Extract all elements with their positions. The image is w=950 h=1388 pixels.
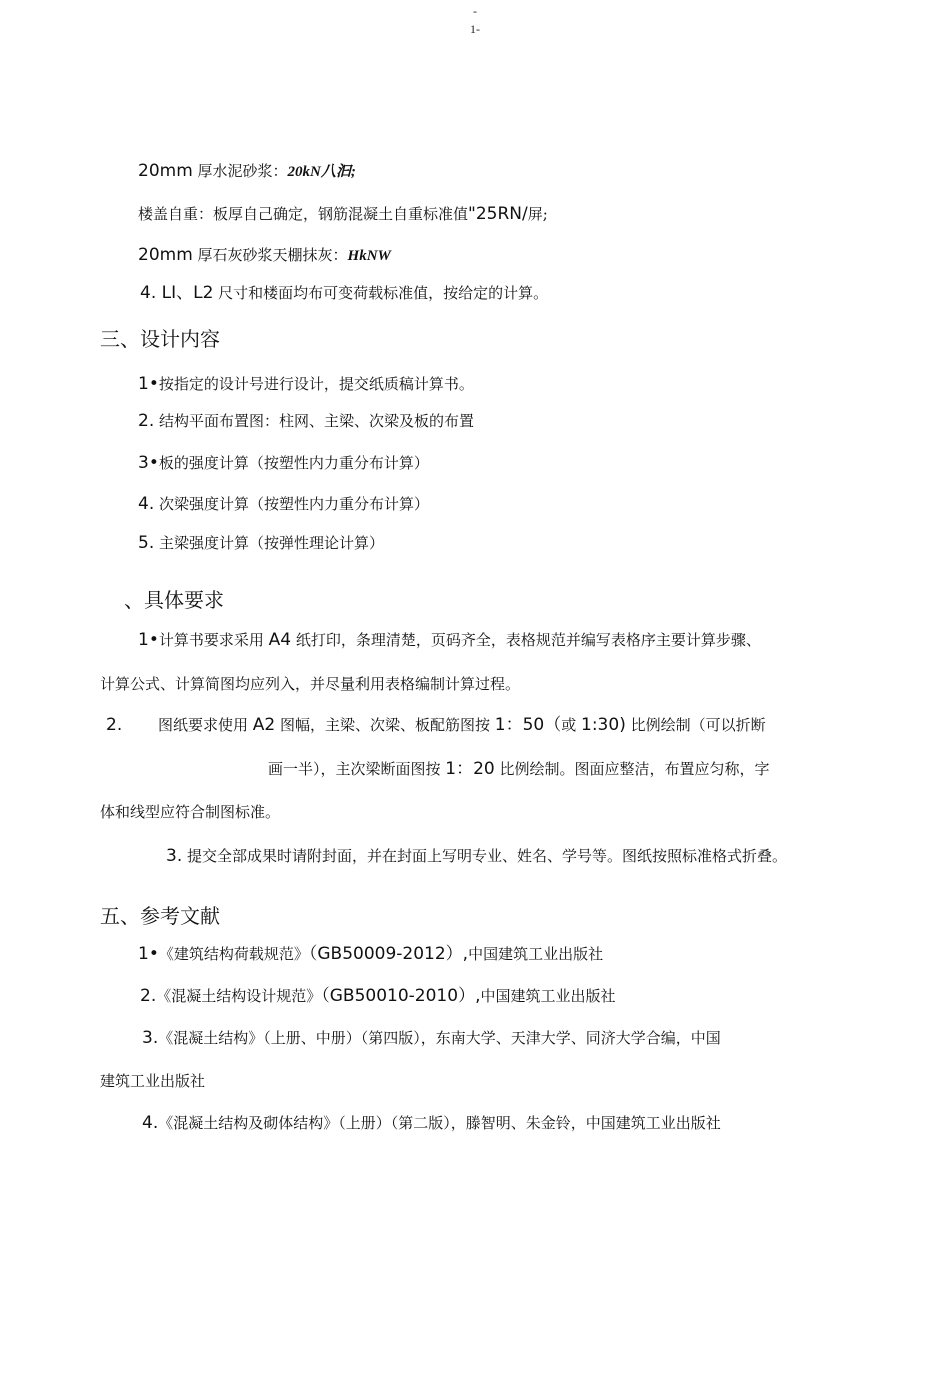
- reference-title: 《建筑结构荷载规范》: [158, 945, 309, 963]
- text: 图幅，主梁、次梁、板配筋图按: [275, 716, 495, 734]
- text: 图纸要求使用: [158, 716, 253, 734]
- requirement-2-line-1: [158, 714, 766, 736]
- item-number: 1•: [138, 944, 159, 964]
- paper-size: A4: [268, 630, 292, 650]
- text: 比例绘制。图面应整洁，布置应匀称，字: [494, 760, 770, 778]
- section-3-item-3: [138, 452, 429, 474]
- load-line-4-text: 尺寸和楼面均布可变荷载标准值，按给定的计算。: [213, 284, 549, 302]
- load-line-1-text: 厚水泥砂浆：: [192, 162, 288, 180]
- reference-publisher: 中国建筑工业出版社: [480, 987, 616, 1005]
- requirement-2-line-2: [268, 758, 770, 780]
- section-3-heading: 三、设计内容: [100, 327, 220, 351]
- reference-3-line-2: 建筑工业出版社: [100, 1072, 206, 1090]
- reference-3-line-1: [142, 1027, 721, 1049]
- load-line-2-tail: 屏;: [527, 205, 548, 223]
- text: 纸打印，条理清楚，页码齐全，表格规范并编写表格序主要计算步骤、: [291, 631, 761, 649]
- item-number: 3.: [166, 846, 183, 866]
- text: 提交全部成果时请附封面，并在封面上写明专业、姓名、学号等。图纸按照标准格式折叠。: [182, 847, 788, 865]
- load-line-3-lat: 20mm: [138, 245, 193, 265]
- page-number: 1-: [470, 22, 480, 36]
- load-line-1-value: 20kN八汩;: [287, 164, 356, 180]
- load-line-2-lat: "25RN/: [468, 204, 528, 224]
- load-line-4: [140, 282, 548, 304]
- load-line-2: [138, 203, 548, 225]
- reference-1: [138, 943, 603, 965]
- text: 或: [561, 716, 582, 734]
- reference-4: [142, 1112, 721, 1134]
- section-5-heading: 五、参考文献: [100, 904, 220, 928]
- item-number: 3.: [142, 1028, 159, 1048]
- header-dash: -: [473, 4, 477, 18]
- item-text: 按指定的设计号进行设计，提交纸质稿计算书。: [158, 375, 474, 393]
- text: 计算书要求采用: [158, 631, 269, 649]
- section-3-item-4: [138, 493, 429, 515]
- item-text: 结构平面布置图：柱网、主梁、次梁及板的布置: [154, 412, 475, 430]
- section-3-item-1: [138, 373, 474, 395]
- reference-title: 《混凝土结构设计规范》: [156, 987, 322, 1005]
- section-scale: 1：20: [445, 759, 495, 779]
- load-line-2-text: 楼盖自重：板厚自己确定，钢筋混凝土自重标准值: [138, 205, 469, 223]
- reference-title: 《混凝土结构及砌体结构》（上册）（第二版），滕智明、朱金铃，中国建筑工业出版社: [158, 1114, 721, 1132]
- item-text: 主梁强度计算（按弹性理论计算）: [154, 534, 385, 552]
- load-line-3-value: HkNW: [347, 248, 391, 264]
- item-number: 3•: [138, 453, 159, 473]
- reference-code: （GB50010-2010）,: [321, 986, 481, 1006]
- requirement-2-line-3: 体和线型应符合制图标准。: [100, 803, 281, 821]
- item-number: 2.: [140, 986, 157, 1006]
- load-line-3-text: 厚石灰砂浆天棚抹灰：: [192, 246, 348, 264]
- section-3-item-5: [138, 532, 384, 554]
- scale-alt: 1:30): [581, 715, 626, 735]
- item-number: 2.: [106, 715, 123, 735]
- text: 画一半），主次梁断面图按: [268, 760, 446, 778]
- requirement-1-line-2: 计算公式、计算简图均应列入，并尽量利用表格编制计算过程。: [100, 675, 521, 693]
- load-line-3: [138, 244, 391, 267]
- reference-2: [140, 985, 615, 1007]
- requirement-2-number: [106, 714, 122, 736]
- item-number: 4.: [138, 494, 155, 514]
- item-number: 4.: [142, 1113, 159, 1133]
- reference-publisher: 中国建筑工业出版社: [468, 945, 604, 963]
- load-line-1-lat: 20mm: [138, 161, 193, 181]
- load-line-4-lat: 4. LI、L2: [140, 283, 214, 303]
- reference-title: 《混凝土结构》（上册、中册）（第四版），东南大学、天津大学、同济大学合编，中国: [158, 1029, 721, 1047]
- item-number: 5.: [138, 533, 155, 553]
- drawing-size: A2: [252, 715, 276, 735]
- item-number: 2.: [138, 411, 155, 431]
- scale: 1：50（: [494, 715, 562, 735]
- load-line-1: [138, 160, 356, 183]
- section-3-item-2: [138, 410, 474, 432]
- text: 比例绘制（可以折断: [625, 716, 766, 734]
- item-text: 次梁强度计算（按塑性内力重分布计算）: [154, 495, 430, 513]
- item-number: 1•: [138, 374, 159, 394]
- item-text: 板的强度计算（按塑性内力重分布计算）: [158, 454, 429, 472]
- requirement-1-line-1: [138, 629, 761, 651]
- item-number: 1•: [138, 630, 159, 650]
- requirement-3: [166, 845, 787, 867]
- reference-code: （GB50009-2012）,: [308, 944, 469, 964]
- section-4-heading: 、具体要求: [124, 588, 224, 612]
